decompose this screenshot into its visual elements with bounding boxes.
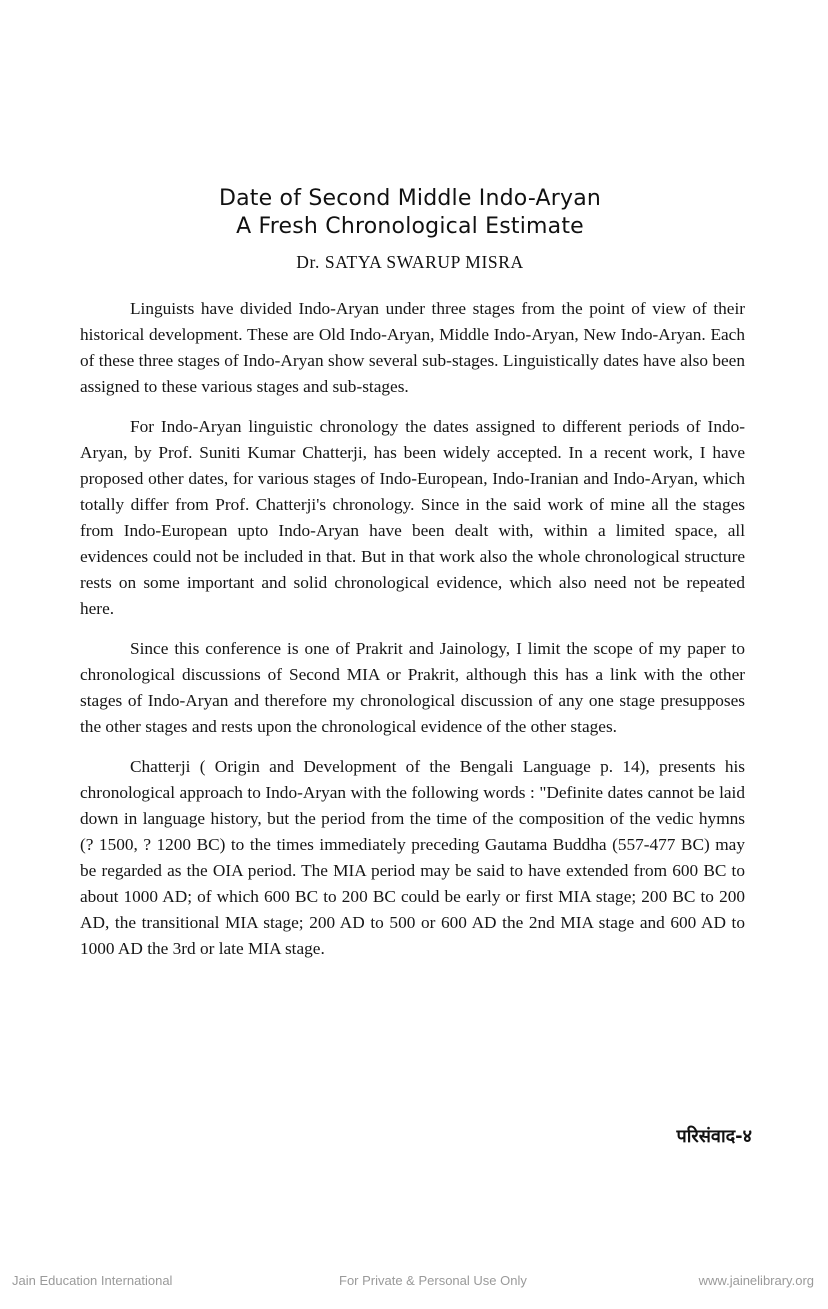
body-text bbox=[80, 296, 745, 962]
paragraph-4: Chatterji ( Origin and Development of the Bengali Language p. 14), presents his chronological approach to Indo-Aryan with the following words : "Definite dates cannot be laid down in language history, but the period from the time of the composition of the vedic hymns (? 1500, ? 1200 BC) to the times immediately preceding Gautama Buddha (557-477 BC) may be regarded as the OIA period. The MIA period may be said to have extended from 600 BC to about 1000 AD; of which 600 BC to 200 BC could be early or first MIA stage; 200 BC to 200 AD, the transitional MIA stage; 200 AD to 500 or 600 AD the 2nd MIA stage and 600 AD to 1000 AD the 3rd or late MIA stage. bbox=[80, 757, 745, 958]
paragraph-1: Linguists have divided Indo-Aryan under three stages from the point of view of their historical development. These are Old Indo-Aryan, Middle Indo-Aryan, New Indo-Aryan. Each of these three stages of Indo-Aryan show several sub-stages. Linguistically dates have also been assigned to these various stages and sub-stages. bbox=[80, 299, 745, 396]
paragraph-2: For Indo-Aryan linguistic chronology the dates assigned to different periods of Indo-Aryan, by Prof. Suniti Kumar Chatterji, has been widely accepted. In a recent work, I have proposed other dates, for various stages of Indo-European, Indo-Iranian and Indo-Aryan, which totally differ from Prof. Chatterji's chronology. Since in the said work of mine all the stages from Indo-European upto Indo-Aryan have been dealt with, within a limited space, all evidences could not be included in that. But in that work also the whole chronological structure rests on some important and solid chronological evidence, which also need not be repeated here. bbox=[80, 417, 745, 618]
watermark-left: Jain Education International bbox=[12, 1273, 173, 1288]
page-footer-mark: परिसंवाद-४ bbox=[676, 1126, 752, 1147]
watermark-right: www.jainelibrary.org bbox=[698, 1273, 814, 1288]
paper-subtitle: A Fresh Chronological Estimate bbox=[236, 214, 584, 239]
paragraph-3: Since this conference is one of Prakrit and Jainology, I limit the scope of my paper to chronological discussions of Second MIA or Prakrit, although this has a link with the other stages of Indo-Aryan and therefore my chronological discussion of any one stage presupposes the other stages and rests upon the chronological evidence of the other stages. bbox=[80, 639, 745, 736]
watermark-middle: For Private & Personal Use Only bbox=[339, 1273, 527, 1288]
author-name: Dr. SATYA SWARUP MISRA bbox=[296, 252, 524, 272]
paper-title: Date of Second Middle Indo-Aryan bbox=[218, 186, 602, 211]
